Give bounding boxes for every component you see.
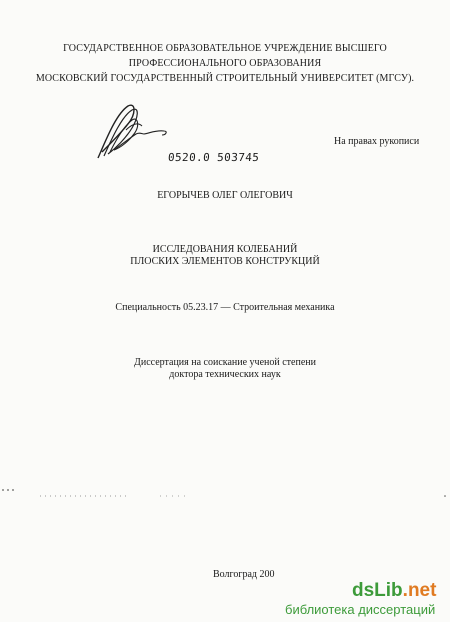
institution-line-1: ГОСУДАРСТВЕННОЕ ОБРАЗОВАТЕЛЬНОЕ УЧРЕЖДЕНИЕ ВЫСШЕГО	[63, 43, 387, 54]
watermark-logo	[352, 580, 436, 602]
city-and-year: Волгоград 200	[213, 569, 275, 580]
title-line-2: ПЛОСКИХ ЭЛЕМЕНТОВ КОНСТРУКЦИЙ	[130, 256, 320, 267]
degree-line-2: доктора технических наук	[169, 369, 281, 380]
manuscript-rights-note: На правах рукописи	[334, 136, 420, 147]
institution-line-3: МОСКОВСКИЙ ГОСУДАРСТВЕННЫЙ СТРОИТЕЛЬНЫЙ УНИВЕРСИТЕТ (МГСУ).	[35, 73, 415, 84]
handwritten-signature	[92, 100, 172, 164]
watermark-subtitle: библиотека диссертаций	[285, 602, 436, 617]
title-line-1: ИССЛЕДОВАНИЯ КОЛЕБАНИЙ	[152, 244, 298, 255]
institution-line-2: ПРОФЕССИОНАЛЬНОГО ОБРАЗОВАНИЯ	[128, 58, 322, 69]
logo-text-main: dsLib	[352, 580, 403, 601]
registration-stamp: 0520.0 503745	[167, 151, 260, 164]
degree-statement	[0, 357, 450, 381]
author-name: ЕГОРЫЧЕВ ОЛЕГ ОЛЕГОВИЧ	[157, 190, 293, 201]
dissertation-title	[0, 244, 450, 268]
degree-line-1: Диссертация на соискание ученой степени	[134, 357, 316, 368]
logo-text-tld: .net	[402, 580, 437, 601]
specialty-line: Специальность 05.23.17 — Строительная механика	[115, 302, 335, 313]
scan-specks	[0, 488, 450, 508]
